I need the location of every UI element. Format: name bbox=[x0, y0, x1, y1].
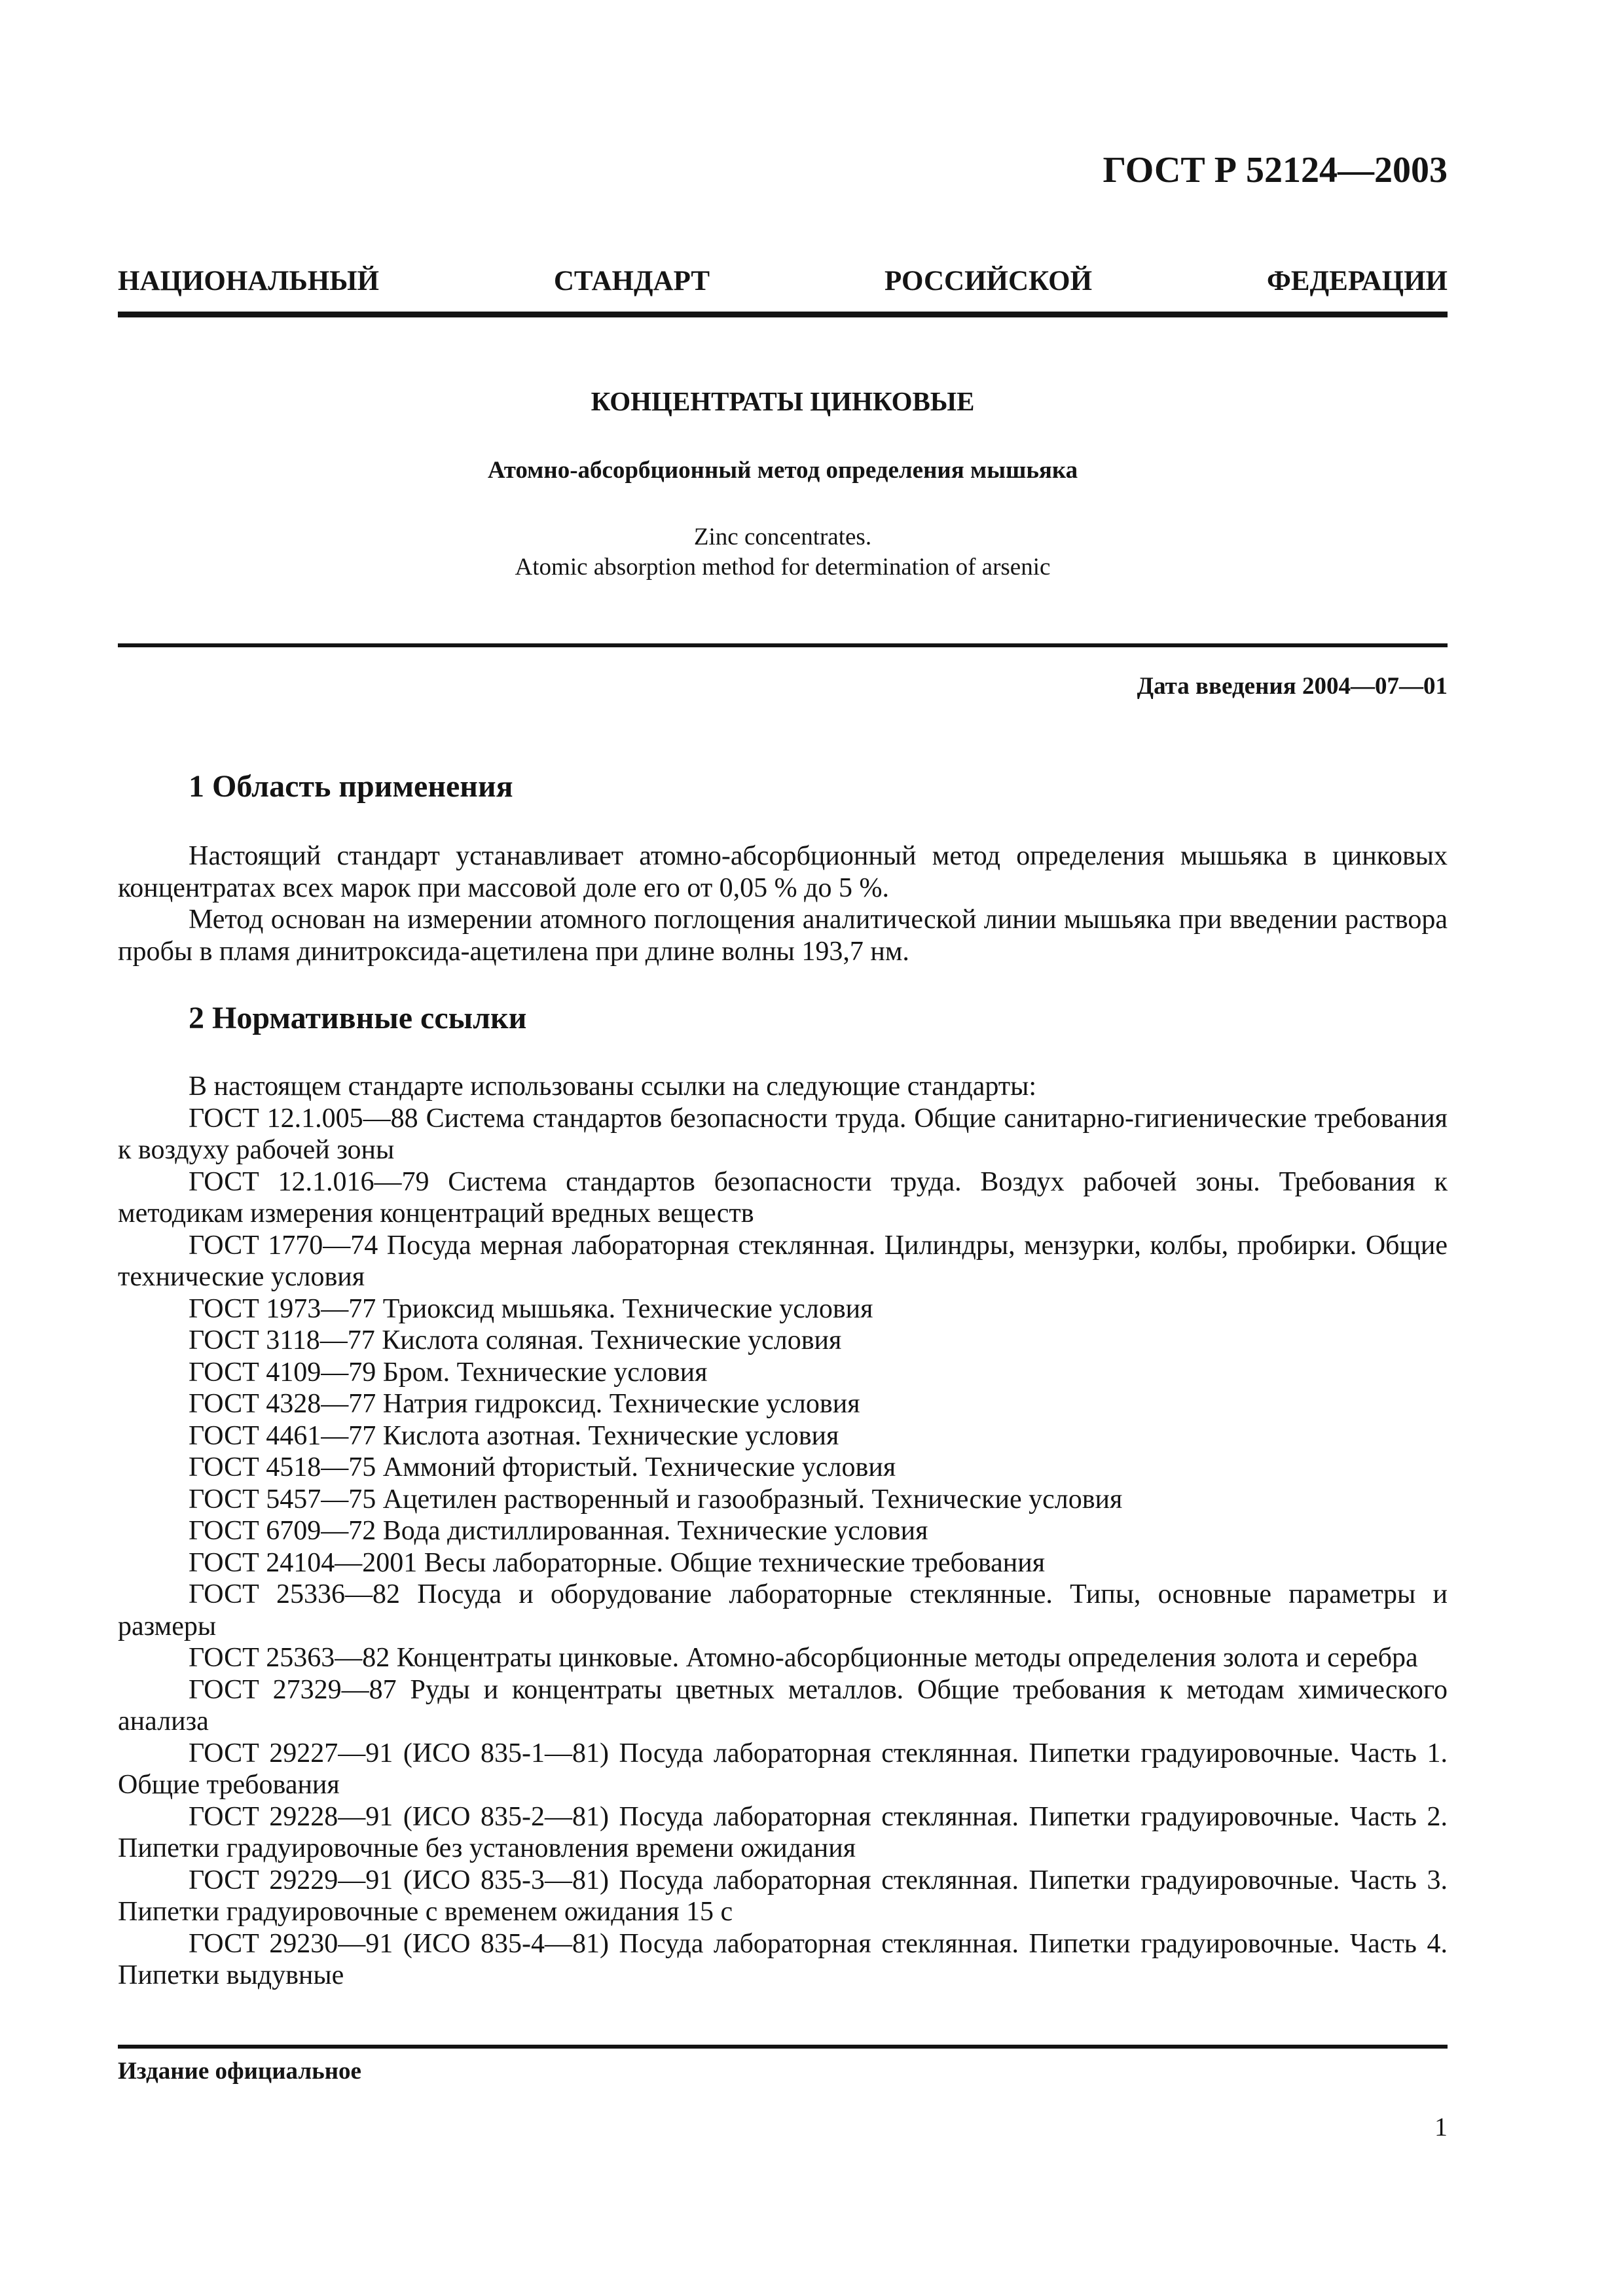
reference-item: ГОСТ 29229—91 (ИСО 835-3—81) Посуда лабораторная стеклянная. Пипетки градуировочные. Часть 3. Пипетки градуировочные с временем ожидания 15 с bbox=[118, 1865, 1448, 1927]
document-title: КОНЦЕНТРАТЫ ЦИНКОВЫЕ bbox=[591, 386, 975, 416]
reference-item: ГОСТ 27329—87 Руды и концентраты цветных металлов. Общие требования к методам химического анализа bbox=[118, 1674, 1448, 1736]
reference-item: ГОСТ 4109—79 Бром. Технические условия bbox=[189, 1357, 708, 1388]
reference-item: ГОСТ 24104—2001 Весы лабораторные. Общие технические требования bbox=[189, 1547, 1046, 1578]
reference-item: ГОСТ 12.1.016—79 Система стандартов безопасности труда. Воздух рабочей зоны. Требования к методикам измерения концентраций вредных веществ bbox=[118, 1166, 1448, 1229]
footer-divider bbox=[118, 2045, 1448, 2049]
references-list bbox=[118, 1071, 1448, 1992]
reference-item: ГОСТ 6709—72 Вода дистиллированная. Технические условия bbox=[189, 1516, 928, 1546]
reference-item: ГОСТ 25336—82 Посуда и оборудование лабораторные стеклянные. Типы, основные параметры и размеры bbox=[118, 1579, 1448, 1641]
reference-item: ГОСТ 25363—82 Концентраты цинковые. Атомно-абсорбционные методы определения золота и серебра bbox=[189, 1643, 1418, 1673]
reference-item: ГОСТ 1770—74 Посуда мерная лабораторная стеклянная. Цилиндры, мензурки, колбы, пробирки. Общие технические условия bbox=[118, 1230, 1448, 1292]
page-number: 1 bbox=[1434, 2112, 1448, 2142]
reference-item: ГОСТ 4461—77 Кислота азотная. Технические условия bbox=[189, 1420, 839, 1451]
reference-item: ГОСТ 5457—75 Ацетилен растворенный и газообразный. Технические условия bbox=[189, 1484, 1123, 1515]
national-standard-banner bbox=[118, 267, 1448, 295]
edition-note: Издание официальное bbox=[118, 2058, 361, 2085]
reference-item: ГОСТ 1973—77 Триоксид мышьяка. Технические условия bbox=[189, 1293, 873, 1324]
english-title-line: Atomic absorption method for determination of arsenic bbox=[515, 554, 1051, 581]
reference-item: ГОСТ 29227—91 (ИСО 835-1—81) Посуда лабораторная стеклянная. Пипетки градуировочные. Часть 1. Общие требования bbox=[118, 1738, 1448, 1800]
title-divider bbox=[118, 643, 1448, 647]
banner-word: СТАНДАРТ bbox=[553, 266, 710, 296]
paragraph: Настоящий стандарт устанавливает атомно-абсорбционный метод определения мышьяка в цинковых концентратах всех марок при массовой доле его от 0,05 % до 5 %. bbox=[118, 841, 1448, 903]
introduction-date: Дата введения 2004—07—01 bbox=[1137, 673, 1448, 700]
document-subtitle: Атомно-абсорбционный метод определения мышьяка bbox=[487, 457, 1078, 484]
standard-code: ГОСТ Р 52124—2003 bbox=[1103, 150, 1448, 190]
english-title-line: Zinc concentrates. bbox=[693, 524, 872, 550]
reference-item: ГОСТ 3118—77 Кислота соляная. Технические условия bbox=[189, 1325, 842, 1355]
reference-item: ГОСТ 4328—77 Натрия гидроксид. Технические условия bbox=[189, 1389, 860, 1419]
english-title bbox=[118, 522, 1448, 583]
references-intro: В настоящем стандарте использованы ссылки на следующие стандарты: bbox=[189, 1071, 1037, 1102]
header-divider bbox=[118, 312, 1448, 317]
section-heading: 2 Нормативные ссылки bbox=[189, 1001, 527, 1035]
reference-item: ГОСТ 29230—91 (ИСО 835-4—81) Посуда лабораторная стеклянная. Пипетки градуировочные. Часть 4. Пипетки выдувные bbox=[118, 1928, 1448, 1990]
reference-item: ГОСТ 4518—75 Аммоний фтористый. Технические условия bbox=[189, 1452, 896, 1482]
section-body bbox=[118, 840, 1448, 967]
banner-word: ФЕДЕРАЦИИ bbox=[1266, 266, 1448, 296]
banner-word: РОССИЙСКОЙ bbox=[884, 266, 1093, 296]
section-heading: 1 Область применения bbox=[189, 769, 513, 804]
reference-item: ГОСТ 12.1.005—88 Система стандартов безопасности труда. Общие санитарно-гигиенические требования к воздуху рабочей зоны bbox=[118, 1103, 1448, 1165]
paragraph: Метод основан на измерении атомного поглощения аналитической линии мышьяка при введении раствора пробы в пламя динитроксида-ацетилена при длине волны 193,7 нм. bbox=[118, 905, 1448, 967]
banner-word: НАЦИОНАЛЬНЫЙ bbox=[118, 266, 379, 296]
reference-item: ГОСТ 29228—91 (ИСО 835-2—81) Посуда лабораторная стеклянная. Пипетки градуировочные. Часть 2. Пипетки градуировочные без установления времени ожидания bbox=[118, 1801, 1448, 1863]
